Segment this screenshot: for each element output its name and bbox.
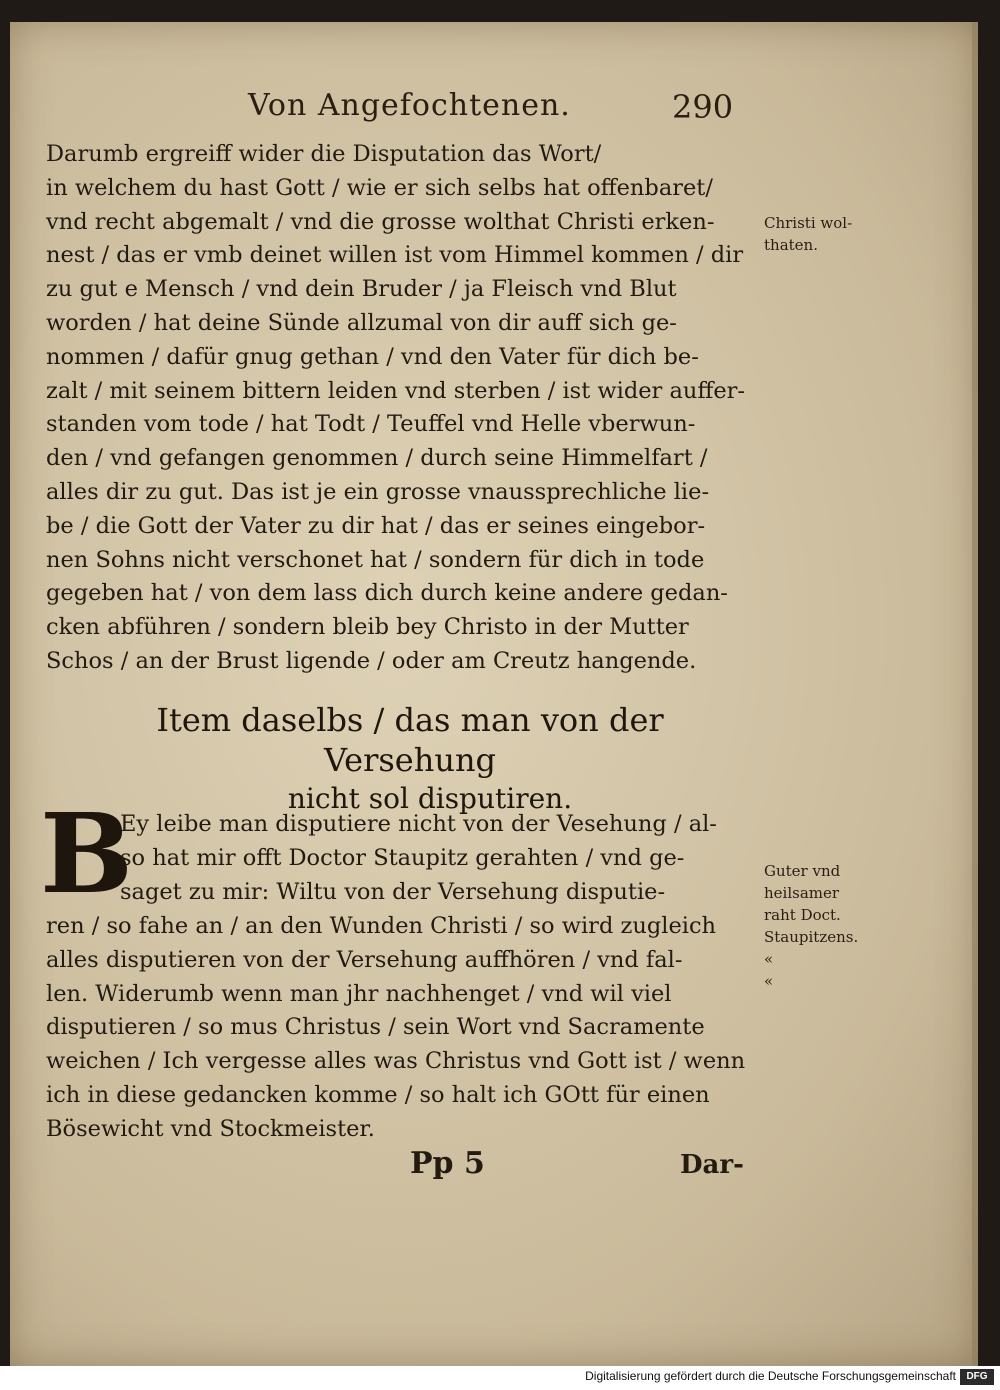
text-line: disputieren / so mus Christus / sein Wort vnd Sacramente: [46, 1014, 705, 1041]
text-line: worden / hat deine Sünde allzumal von dir auff sich ge-: [46, 309, 677, 336]
margin-note-line: raht Doct.: [764, 906, 841, 924]
page-edge: [972, 22, 978, 1366]
text-line: alles dir zu gut. Das ist je ein grosse vnaussprechliche lie-: [46, 478, 710, 505]
margin-note-line: Staupitzens.: [764, 928, 859, 946]
margin-note-line: «: [764, 950, 774, 968]
body-text-part1: [46, 138, 758, 679]
dfg-logo: DFG: [960, 1369, 994, 1385]
text-line: cken abführen / sondern bleib bey Christo in der Mutter: [46, 614, 689, 641]
margin-note-line: Christi wol-: [764, 214, 853, 232]
margin-note-christi: [764, 212, 852, 256]
signature-mark: Pp 5: [410, 1146, 485, 1181]
text-line: alles disputieren von der Versehung auffhören / vnd fal-: [46, 946, 683, 973]
text-line: so hat mir offt Doctor Staupitz gerahten / vnd ge-: [120, 844, 685, 871]
text-line: standen vom tode / hat Todt / Teuffel vnd Helle vberwun-: [46, 411, 696, 438]
text-line: in welchem du hast Gott / wie er sich selbs hat offenbaret/: [46, 174, 713, 201]
running-head: Von Angefochtenen.: [248, 88, 571, 123]
margin-note-line: heilsamer: [764, 884, 840, 902]
page-number: 290: [672, 88, 734, 126]
digitization-bar: [0, 1366, 1000, 1390]
text-line: Darumb ergreiff wider die Disputation das Wort/: [46, 141, 602, 167]
text-line: ich in diese gedancken komme / so halt ich GOtt für einen: [46, 1081, 710, 1108]
heading-line2: nicht sol disputiren.: [287, 782, 573, 815]
text-line: Schos / an der Brust ligende / oder am Creutz hangende.: [46, 647, 697, 674]
margin-note-line: Guter vnd: [764, 862, 841, 880]
text-line: den / vnd gefangen genommen / durch seine Himmelfart /: [46, 445, 708, 472]
text-line: ren / so fahe an / an den Wunden Christi / so wird zugleich: [46, 913, 717, 939]
heading-line1: Item daselbs / das man von der Versehung: [156, 701, 664, 779]
text-line: nommen / dafür gnug gethan / vnd den Vater für dich be-: [46, 343, 699, 370]
text-line: nen Sohns nicht verschonet hat / sondern für dich in tode: [46, 546, 705, 573]
text-line: nest / das er vmb deinet willen ist vom Himmel kommen / dir: [46, 242, 744, 269]
margin-note-line: «: [764, 972, 774, 990]
text-line: be / die Gott der Vater zu dir hat / das er seines eingebor-: [46, 512, 706, 539]
text-line: saget zu mir: Wiltu von der Versehung disputie-: [120, 878, 666, 905]
page-header: [0, 88, 1000, 128]
catchword: Dar-: [680, 1150, 744, 1180]
drop-initial: B: [40, 789, 133, 918]
text-line: zalt / mit seinem bittern leiden vnd sterben / ist wider auffer-: [46, 377, 746, 404]
text-line: Ey leibe man disputiere nicht von der Vesehung / al-: [120, 811, 717, 837]
text-line: Bösewicht vnd Stockmeister.: [46, 1115, 375, 1142]
digitization-notice: Digitalisierung gefördert durch die Deutsche Forschungsgemeinschaft: [585, 1369, 956, 1383]
margin-note-staupitz: [764, 860, 858, 992]
body-text-part2: [46, 910, 758, 1147]
text-line: len. Widerumb wenn man jhr nachhenget / vnd wil viel: [46, 980, 672, 1007]
body-text-part2-indented: [120, 808, 758, 909]
text-line: gegeben hat / von dem lass dich durch keine andere gedan-: [46, 580, 728, 607]
margin-note-line: thaten.: [764, 236, 818, 254]
text-line: vnd recht abgemalt / vnd die grosse wolthat Christi erken-: [46, 208, 715, 235]
section-heading: [100, 700, 720, 818]
text-line: zu gut e Mensch / vnd dein Bruder / ja Fleisch vnd Blut: [46, 276, 677, 303]
text-line: weichen / Ich vergesse alles was Christus vnd Gott ist / wenn: [46, 1048, 746, 1075]
